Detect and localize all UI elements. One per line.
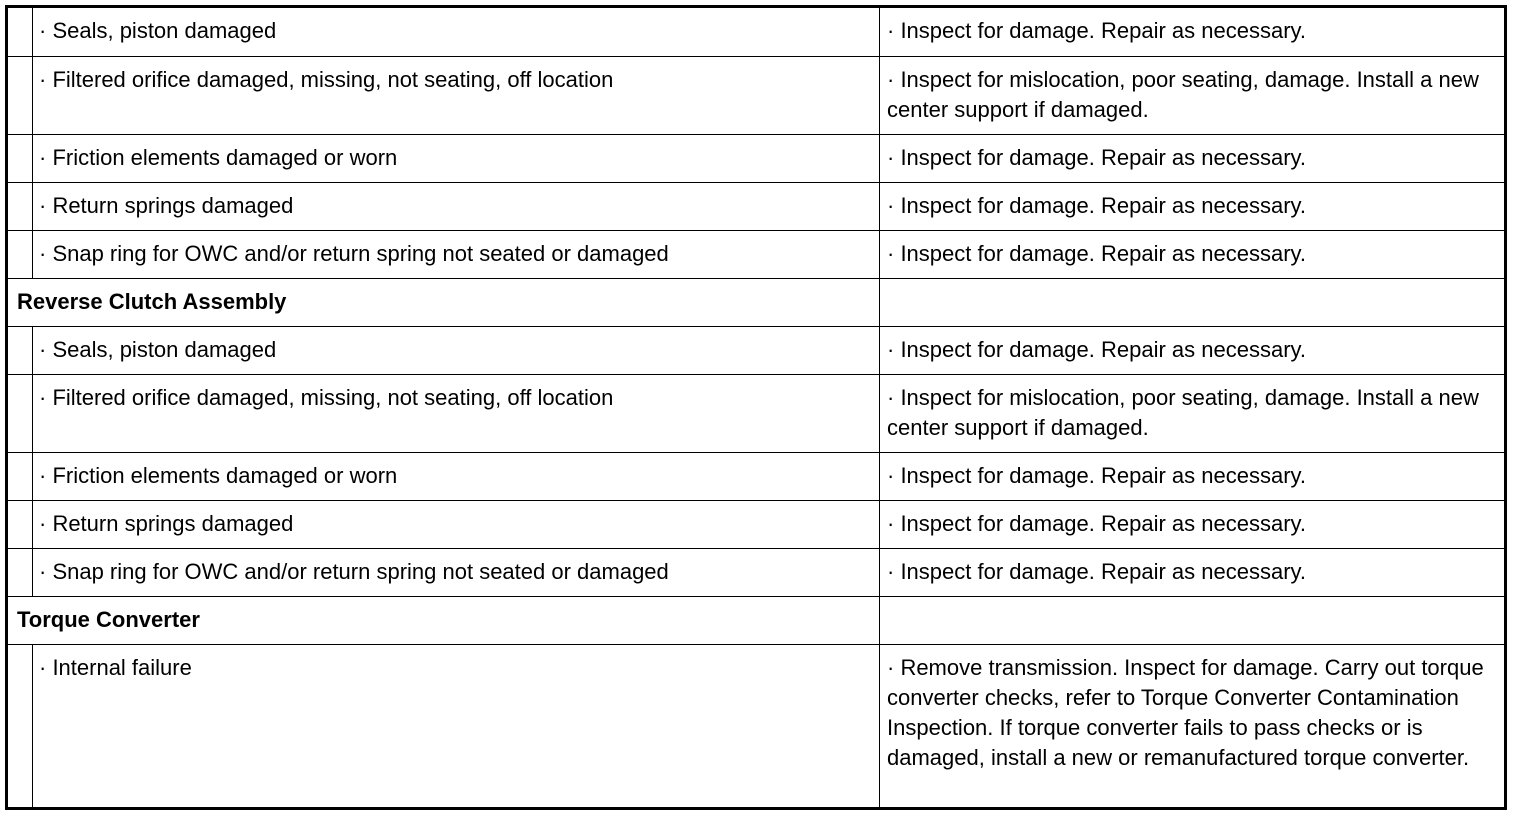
action-cell: · Inspect for damage. Repair as necessary. — [879, 8, 1504, 56]
diagnosis-table — [5, 5, 1507, 810]
action-cell: · Inspect for damage. Repair as necessary. — [879, 453, 1504, 500]
symptom-cell: · Friction elements damaged or worn — [39, 463, 398, 488]
symptom-cell: · Filtered orifice damaged, missing, not seating, off location — [39, 67, 614, 92]
action-cell: · Remove transmission. Inspect for damage. Carry out torque converter checks, refer to Torque Converter Contamination Inspection. If torque converter fails to pass checks or is damaged, install a new or remanufactured torque converter. — [879, 645, 1504, 807]
table-row — [8, 182, 1504, 230]
symptom-cell: · Filtered orifice damaged, missing, not seating, off location — [39, 385, 614, 410]
symptom-cell: · Seals, piston damaged — [39, 18, 277, 43]
section-title: Reverse Clutch Assembly — [17, 289, 287, 314]
section-header-row — [8, 278, 1504, 326]
symptom-cell: · Return springs damaged — [39, 511, 294, 536]
action-cell: · Inspect for damage. Repair as necessary. — [879, 327, 1504, 374]
table-row — [8, 56, 1504, 134]
symptom-cell: · Seals, piston damaged — [39, 337, 277, 362]
section-header-row — [8, 596, 1504, 644]
table-row — [8, 374, 1504, 452]
table-row — [8, 452, 1504, 500]
table-row — [8, 326, 1504, 374]
section-title: Torque Converter — [17, 607, 200, 632]
action-cell: · Inspect for damage. Repair as necessary. — [879, 135, 1504, 182]
section-title-cell — [8, 597, 879, 644]
table-row — [8, 548, 1504, 596]
section-title-cell — [8, 279, 879, 326]
action-cell: · Inspect for mislocation, poor seating, damage. Install a new center support if damaged. — [879, 375, 1504, 452]
symptom-cell: · Friction elements damaged or worn — [39, 145, 398, 170]
symptom-cell: · Return springs damaged — [39, 193, 294, 218]
action-cell: · Inspect for damage. Repair as necessary. — [879, 549, 1504, 596]
symptom-cell: · Snap ring for OWC and/or return spring not seated or damaged — [39, 559, 669, 584]
action-cell: · Inspect for mislocation, poor seating, damage. Install a new center support if damaged. — [879, 57, 1504, 134]
action-cell: · Inspect for damage. Repair as necessary. — [879, 501, 1504, 548]
table-row — [8, 644, 1504, 807]
action-cell — [879, 279, 1504, 326]
action-cell: · Inspect for damage. Repair as necessary. — [879, 231, 1504, 278]
symptom-cell: · Snap ring for OWC and/or return spring not seated or damaged — [39, 241, 669, 266]
table-row — [8, 8, 1504, 56]
table-row — [8, 500, 1504, 548]
action-cell — [879, 597, 1504, 644]
symptom-cell: · Internal failure — [39, 655, 192, 680]
action-cell: · Inspect for damage. Repair as necessary. — [879, 183, 1504, 230]
table-row — [8, 134, 1504, 182]
table-row — [8, 230, 1504, 278]
